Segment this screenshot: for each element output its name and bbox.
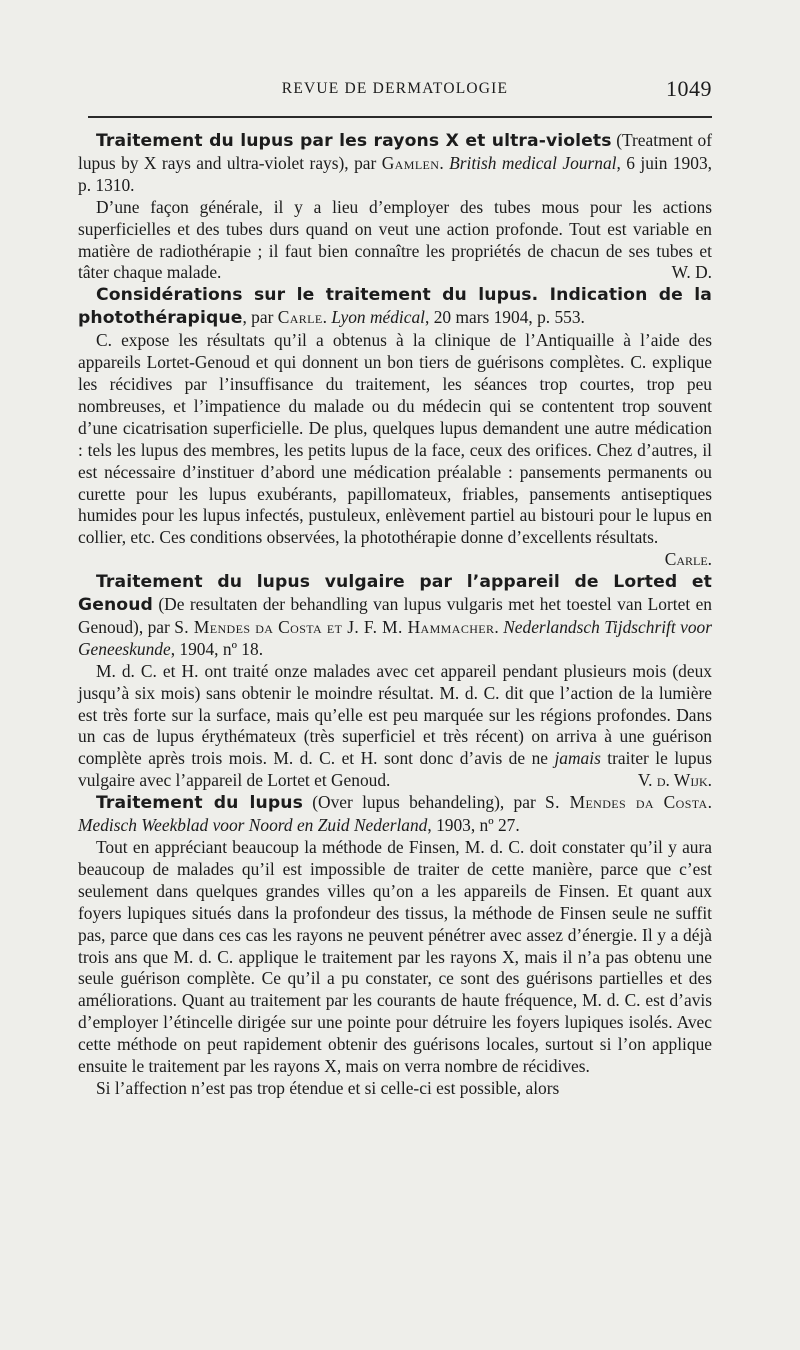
reviewer-signature: Carle.: [664, 549, 712, 570]
citation-text: (Treatment of lupus by X rays and ultra-violet rays), par: [78, 130, 712, 173]
article-heading: Traitement du lupus par les rayons X et ultra-violets: [96, 131, 612, 151]
citation-separator: .: [494, 616, 504, 637]
article-text-end: traiter le lupus vulgaire avec l’appareil de Lortet et Genoud.: [78, 748, 712, 791]
article-text: M. d. C. et H. ont traité onze malades avec cet appareil pendant plusieurs mois (deux jusqu’à six mois) sans obtenir le moindre résultat. M. d. C. dit que l’action de la lumière est très forte sur la surface, mais qu’elle est peu marquée sur les régions profondes. Dans un cas de lupus érythémateux (très superficiel et très récent) on arriva à une guérison complète après trois mois. M. d. C. et H. sont donc d’avis de ne: [78, 660, 712, 769]
article-citation: [78, 792, 712, 837]
citation-text: (De resultaten der behandling van lupus vulgaris met het toestel van Lortet en Genoud), par: [78, 594, 712, 637]
article-heading: Traitement du lupus: [96, 793, 303, 814]
citation-separator: .: [322, 307, 332, 328]
article-citation: [78, 284, 712, 330]
running-head-title: REVUE DE DERMATOLOGIE: [281, 80, 509, 97]
article-citation: [78, 571, 712, 661]
citation-separator: .: [439, 152, 450, 173]
citation-text: (Over lupus behandeling), par: [302, 792, 546, 813]
reviewer-signature: V. d. Wijk.: [637, 770, 712, 791]
reviewer-signature: W. D.: [671, 262, 712, 283]
emphasis-text: jamais: [554, 748, 601, 769]
article-body: [78, 661, 712, 792]
article-heading: Considérations sur le traitement du lupus. Indication de la photothérapique: [78, 285, 712, 329]
article-body-continued: [78, 1078, 712, 1100]
journal-name: Lyon médical: [331, 307, 426, 328]
article-heading: Traitement du lupus vulgaire par l’appareil de Lorted et Genoud: [78, 572, 712, 616]
journal-name: Medisch Weekblad voor Noord en Zuid Nederland: [78, 815, 428, 836]
header-rule: [88, 116, 712, 118]
article-body: [78, 330, 712, 571]
author-name: Carle: [277, 307, 323, 328]
article-text: C. expose les résultats qu’il a obtenus à la clinique de l’Antiquaille à l’aide des appareils Lortet-Genoud et qui donnent un bon tiers de guérisons complètes. C. explique les récidives par l’insuffisance du traitement, les séances trop courtes, trop peu nombreuses, et l’impatience du malade ou du médecin qui se contentent trop souvent d’une cicatrisation superficielle. De plus, quelques lupus demandent une autre médication : tels les lupus des membres, les petits lupus de la face, ceux des orifices. Chez d’autres, il est nécessaire d’instituer d’abord une médication préalable : pansements permanents ou curette pour les lupus exubérants, papillomateux, friables, pansements antiseptiques humides pour les lupus infectés, pustuleux, enlèvement partiel au bistouri pour le lupus en collier, etc. Ces conditions observées, la photothérapie donne d’excellents résultats.: [78, 330, 712, 548]
journal-name: British medical Journal: [449, 152, 617, 173]
page-number: 1049: [666, 76, 712, 101]
citation-details: , 20 mars 1904, p. 553.: [425, 307, 585, 328]
page-body: [78, 130, 712, 1100]
citation-details: , 6 juin 1903, p. 1310.: [78, 152, 712, 195]
article-body: [78, 837, 712, 1078]
citation-details: , 1904, nº 18.: [170, 638, 264, 659]
article-body: [78, 197, 712, 285]
citation-details: , 1903, nº 27.: [427, 815, 520, 836]
author-name: S. Mendes da Costa et J. F. M. Hammacher: [174, 616, 495, 637]
article-citation: [78, 130, 712, 197]
article-text: D’une façon générale, il y a lieu d’employer des tubes mous pour les actions superficielles et des tubes durs quand on veut une action profonde. Tout est variable en matière de radiothérapie ; il faut bien connaître les propriétés de chacun de ses tubes et tâter chaque malade.: [78, 196, 712, 283]
article-text: Tout en appréciant beaucoup la méthode de Finsen, M. d. C. doit constater qu’il y aura beaucoup de malades qu’il est impossible de traiter de cette manière, parce que c’est seulement dans quelques grandes villes qu’on a les appareils de Finsen. Et quant aux foyers lupiques situés dans la profondeur des tissus, la méthode de Finsen seule ne suffit pas, parce que dans ces cas les rayons ne peuvent pénétrer avec assez d’énergie. Il y a déjà trois ans que M. d. C. applique le traitement par les rayons X, mais il n’a pas obtenu une seule guérison complète. Ce qu’il a pu constater, ce sont des guérisons partielles et des améliorations. Quant au traitement par les courants de haute fréquence, M. d. C. est d’avis d’employer l’étincelle dirigée sur une pointe pour détruire les foyers lupiques isolés. Avec cette méthode on peut rapidement obtenir des guérisons locales, surtout si l’on applique ensuite le traitement par les rayons X, mais on verra nombre de récidives.: [78, 837, 712, 1077]
journal-name: Nederlandsch Tijdschrift voor Geneeskunde: [78, 616, 712, 659]
author-name: S. Mendes da Costa: [545, 792, 708, 813]
citation-separator: .: [707, 792, 712, 813]
author-name: Gamlen: [381, 152, 440, 173]
article-text: Si l’affection n’est pas trop étendue et si celle-ci est possible, alors: [96, 1077, 560, 1098]
citation-text: , par: [242, 307, 278, 328]
running-head: [78, 76, 712, 102]
